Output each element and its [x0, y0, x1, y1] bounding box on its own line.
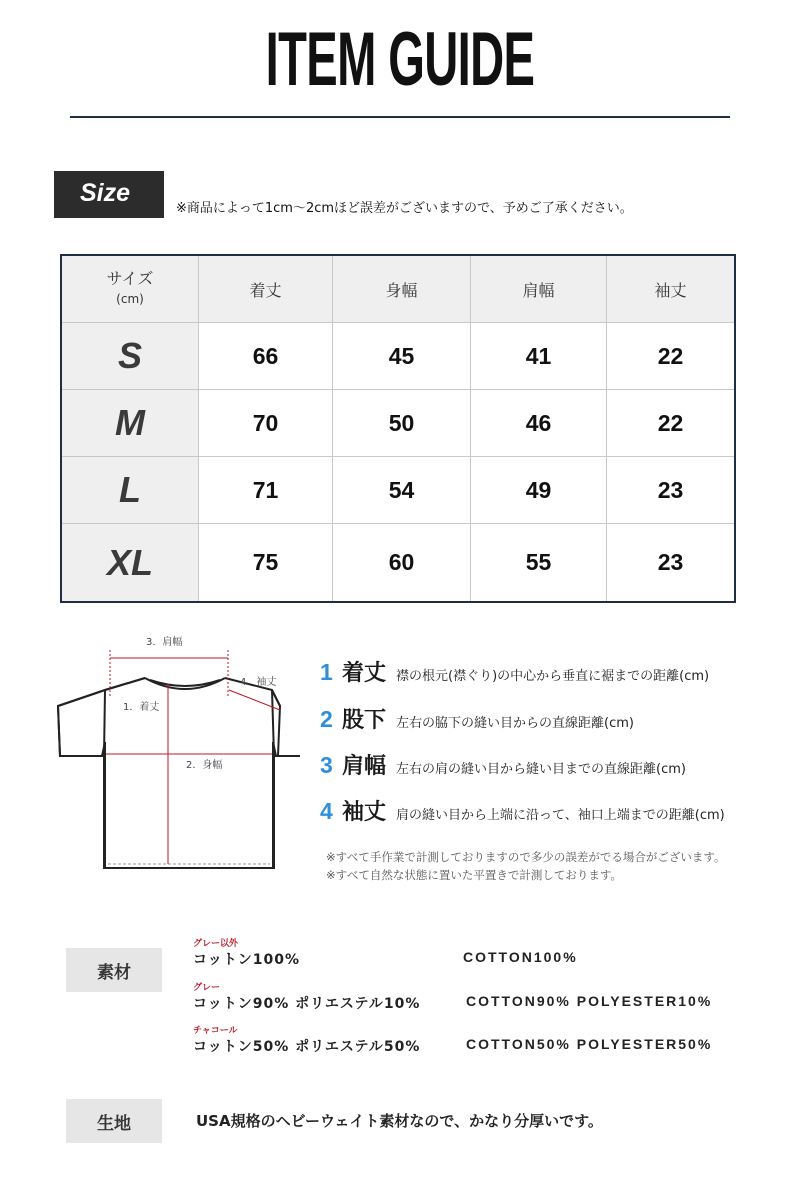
legend-item — [320, 656, 709, 687]
size-section-badge: Size — [54, 171, 164, 218]
legend-title: 着丈 — [342, 661, 387, 686]
table-corner-header — [62, 256, 199, 323]
table-cell: 54 — [333, 457, 471, 524]
material-en: COTTON50% POLYESTER50% — [466, 1036, 713, 1052]
material-label: 素材 — [66, 948, 162, 992]
table-cell: 60 — [333, 524, 471, 601]
table-cell: 22 — [607, 323, 734, 390]
material-color-tag: グレー以外 — [193, 939, 239, 949]
table-cell: 50 — [333, 390, 471, 457]
material-color-tag: グレー — [193, 983, 221, 993]
table-cell: 23 — [607, 457, 734, 524]
row-size-label: S — [62, 323, 199, 390]
tshirt-diagram — [50, 628, 300, 878]
title-divider — [70, 116, 730, 118]
table-cell: 45 — [333, 323, 471, 390]
column-header-width: 身幅 — [333, 256, 471, 323]
material-en: COTTON100% — [463, 949, 578, 965]
material-ja: コットン90% ポリエステル10% — [193, 996, 421, 1012]
column-header-length: 着丈 — [199, 256, 333, 323]
material-ja: コットン50% ポリエステル50% — [193, 1039, 421, 1055]
legend-number: 3 — [320, 752, 333, 778]
legend-number: 1 — [320, 659, 333, 685]
legend-description: 肩の縫い目から上端に沿って、袖口上端までの距離(cm) — [396, 808, 725, 823]
legend-title: 肩幅 — [342, 754, 387, 779]
table-cell: 22 — [607, 390, 734, 457]
diagram-label-shoulder: 3．肩幅 — [146, 637, 183, 648]
legend-description: 左右の肩の縫い目から縫い目までの直線距離(cm) — [396, 762, 686, 777]
fabric-description: USA規格のヘビーウェイト素材なので、かなり分厚いです。 — [196, 1112, 603, 1130]
fabric-label: 生地 — [66, 1099, 162, 1143]
table-cell: 55 — [471, 524, 607, 601]
size-note: ※商品によって1cm〜2cmほど誤差がございますので、予めご了承ください。 — [176, 201, 633, 216]
table-cell: 46 — [471, 390, 607, 457]
table-cell: 49 — [471, 457, 607, 524]
size-header-label: サイズ — [106, 269, 154, 288]
legend-item — [320, 749, 686, 780]
material-ja: コットン100% — [193, 952, 300, 968]
legend-description: 左右の脇下の縫い目からの直線距離(cm) — [396, 716, 634, 731]
material-color-tag: チャコール — [193, 1026, 238, 1036]
row-size-label: M — [62, 390, 199, 457]
diagram-label-sleeve: 4．袖丈 — [240, 677, 277, 688]
measurement-note: ※すべて自然な状態に置いた平置きで計測しております。 — [326, 868, 622, 882]
page-title: ITEM GUIDE — [265, 17, 535, 102]
diagram-label-width: 2．身幅 — [186, 760, 223, 771]
legend-number: 4 — [320, 798, 333, 824]
diagram-label-length: 1．着丈 — [123, 702, 160, 713]
table-cell: 23 — [657, 549, 684, 575]
column-header-sleeve: 袖丈 — [607, 256, 734, 323]
material-en: COTTON90% POLYESTER10% — [466, 993, 713, 1009]
row-size-label: L — [62, 457, 199, 524]
row-size-label: XL — [62, 524, 199, 601]
table-cell: 66 — [199, 323, 333, 390]
legend-number: 2 — [320, 706, 333, 732]
table-cell: 70 — [199, 390, 333, 457]
column-header-shoulder: 肩幅 — [471, 256, 607, 323]
measurement-note: ※すべて手作業で計測しておりますので多少の誤差がでる場合がございます。 — [326, 850, 726, 864]
size-table — [60, 254, 736, 603]
table-cell: 41 — [471, 323, 607, 390]
tshirt-outline-icon — [58, 678, 300, 868]
table-cell: 71 — [199, 457, 333, 524]
legend-title: 股下 — [342, 708, 387, 733]
legend-description: 襟の根元(襟ぐり)の中心から垂直に裾までの距離(cm) — [396, 669, 710, 684]
legend-item — [320, 795, 725, 826]
size-header-unit: (cm) — [116, 292, 144, 306]
legend-item — [320, 703, 634, 734]
legend-title: 袖丈 — [342, 800, 387, 825]
table-cell: 75 — [199, 524, 333, 601]
